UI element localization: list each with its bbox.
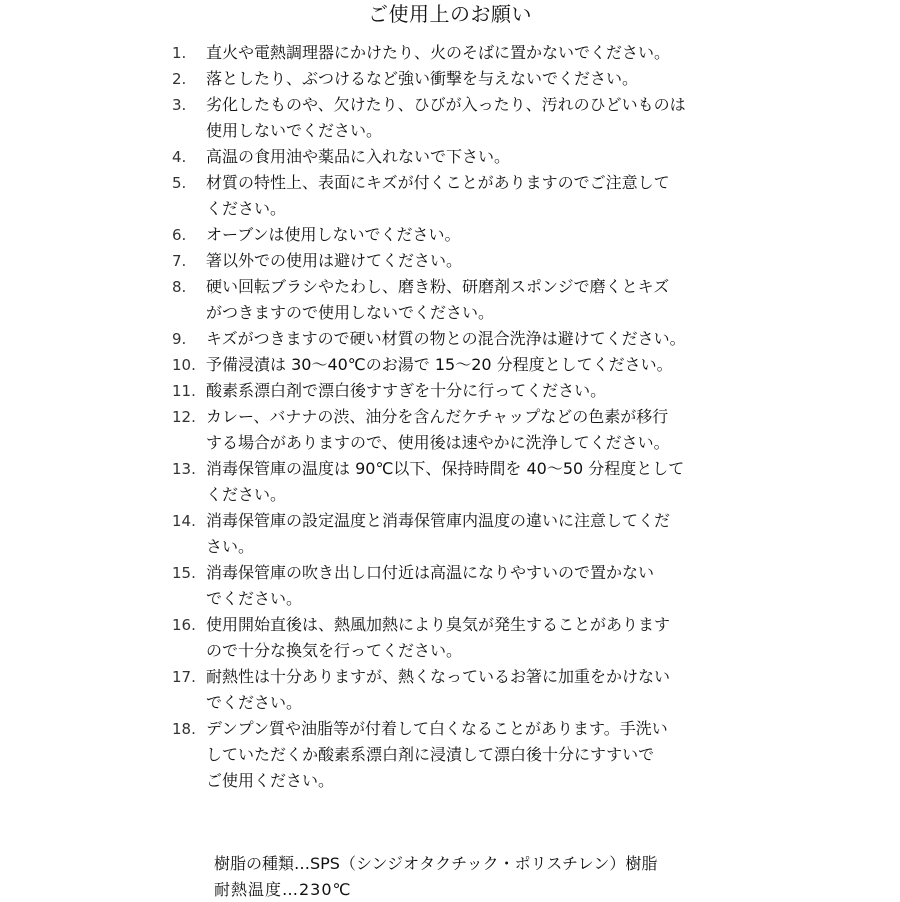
notice-item bbox=[172, 456, 872, 508]
notice-item bbox=[172, 40, 872, 66]
notice-number: 7. bbox=[172, 252, 187, 270]
notice-text: 直火や電熱調理器にかけたり、火のそばに置かないでください。 bbox=[206, 43, 671, 62]
notice-number: 10. bbox=[172, 356, 196, 374]
notice-text: カレー、バナナの渋、油分を含んだケチャップなどの色素が移行 する場合がありますので、使用後は速やかに洗浄してください。 bbox=[206, 407, 670, 452]
notice-text: 箸以外での使用は避けてください。 bbox=[206, 251, 463, 270]
notice-item bbox=[172, 326, 872, 352]
notice-item bbox=[172, 66, 872, 92]
notice-item bbox=[172, 352, 872, 378]
notice-number: 4. bbox=[172, 148, 187, 166]
notice-text: 落としたり、ぶつけるなど強い衝撃を与えないでください。 bbox=[206, 69, 639, 88]
notice-item bbox=[172, 612, 872, 664]
notice-list bbox=[172, 40, 872, 794]
notice-number: 5. bbox=[172, 174, 187, 192]
notice-text: 使用開始直後は、熱風加熱により臭気が発生することがあります ので十分な換気を行ってください。 bbox=[206, 615, 671, 660]
notice-item bbox=[172, 378, 872, 404]
notice-number: 16. bbox=[172, 616, 196, 634]
notice-number: 2. bbox=[172, 70, 187, 88]
notice-text: 消毒保管庫の吹き出し口付近は高温になりやすいので置かない でください。 bbox=[206, 563, 655, 608]
notice-item bbox=[172, 560, 872, 612]
notice-text: 酸素系漂白剤で漂白後すすぎを十分に行ってください。 bbox=[206, 381, 607, 400]
notice-number: 13. bbox=[172, 460, 196, 478]
notice-number: 1. bbox=[172, 44, 187, 62]
notice-item bbox=[172, 716, 872, 794]
notice-item bbox=[172, 92, 872, 144]
notice-text: 耐熱性は十分ありますが、熱くなっているお箸に加重をかけない でください。 bbox=[206, 667, 671, 712]
notice-text: 消毒保管庫の温度は 90℃以下、保持時間を 40～50 分程度として ください。 bbox=[206, 459, 685, 504]
heat-resistance-spec: 耐熱温度…230℃ bbox=[214, 880, 352, 899]
notice-number: 8. bbox=[172, 278, 187, 296]
notice-item bbox=[172, 274, 872, 326]
notice-number: 9. bbox=[172, 330, 187, 348]
notice-number: 11. bbox=[172, 382, 196, 400]
notice-text: 予備浸漬は 30～40℃のお湯で 15～20 分程度としてください。 bbox=[206, 355, 673, 374]
notice-text: オーブンは使用しないでください。 bbox=[206, 225, 461, 244]
notice-text: 高温の食用油や薬品に入れないで下さい。 bbox=[206, 147, 511, 166]
notice-text: 硬い回転ブラシやたわし、磨き粉、研磨剤スポンジで磨くとキズ がつきますので使用しないでください。 bbox=[206, 277, 670, 322]
notice-text: キズがつきますので硬い材質の物との混合洗浄は避けてください。 bbox=[206, 329, 686, 348]
notice-number: 6. bbox=[172, 226, 187, 244]
notice-item bbox=[172, 222, 872, 248]
notice-number: 17. bbox=[172, 668, 196, 686]
notice-text: 消毒保管庫の設定温度と消毒保管庫内温度の違いに注意してくだ さい。 bbox=[206, 511, 671, 556]
notice-text: デンプン質や油脂等が付着して白くなることがあります。手洗い していただくか酸素系漂白剤に浸漬して漂白後十分にすすいで ご使用ください。 bbox=[206, 719, 668, 790]
notice-text: 材質の特性上、表面にキズが付くことがありますのでご注意して ください。 bbox=[206, 173, 670, 218]
notice-item bbox=[172, 248, 872, 274]
notice-item bbox=[172, 144, 872, 170]
notice-number: 12. bbox=[172, 408, 196, 426]
notice-number: 18. bbox=[172, 720, 196, 738]
notice-number: 3. bbox=[172, 96, 187, 114]
notice-number: 15. bbox=[172, 564, 196, 582]
notice-text: 劣化したものや、欠けたり、ひびが入ったり、汚れのひどいものは 使用しないでください。 bbox=[206, 95, 686, 140]
notice-item bbox=[172, 508, 872, 560]
resin-type-spec: 樹脂の種類…SPS（シンジオタクチック・ポリスチレン）樹脂 bbox=[214, 854, 658, 873]
notice-item bbox=[172, 404, 872, 456]
page-title: ご使用上のお願い bbox=[368, 2, 532, 26]
notice-number: 14. bbox=[172, 512, 196, 530]
notice-item bbox=[172, 664, 872, 716]
notice-item bbox=[172, 170, 872, 222]
